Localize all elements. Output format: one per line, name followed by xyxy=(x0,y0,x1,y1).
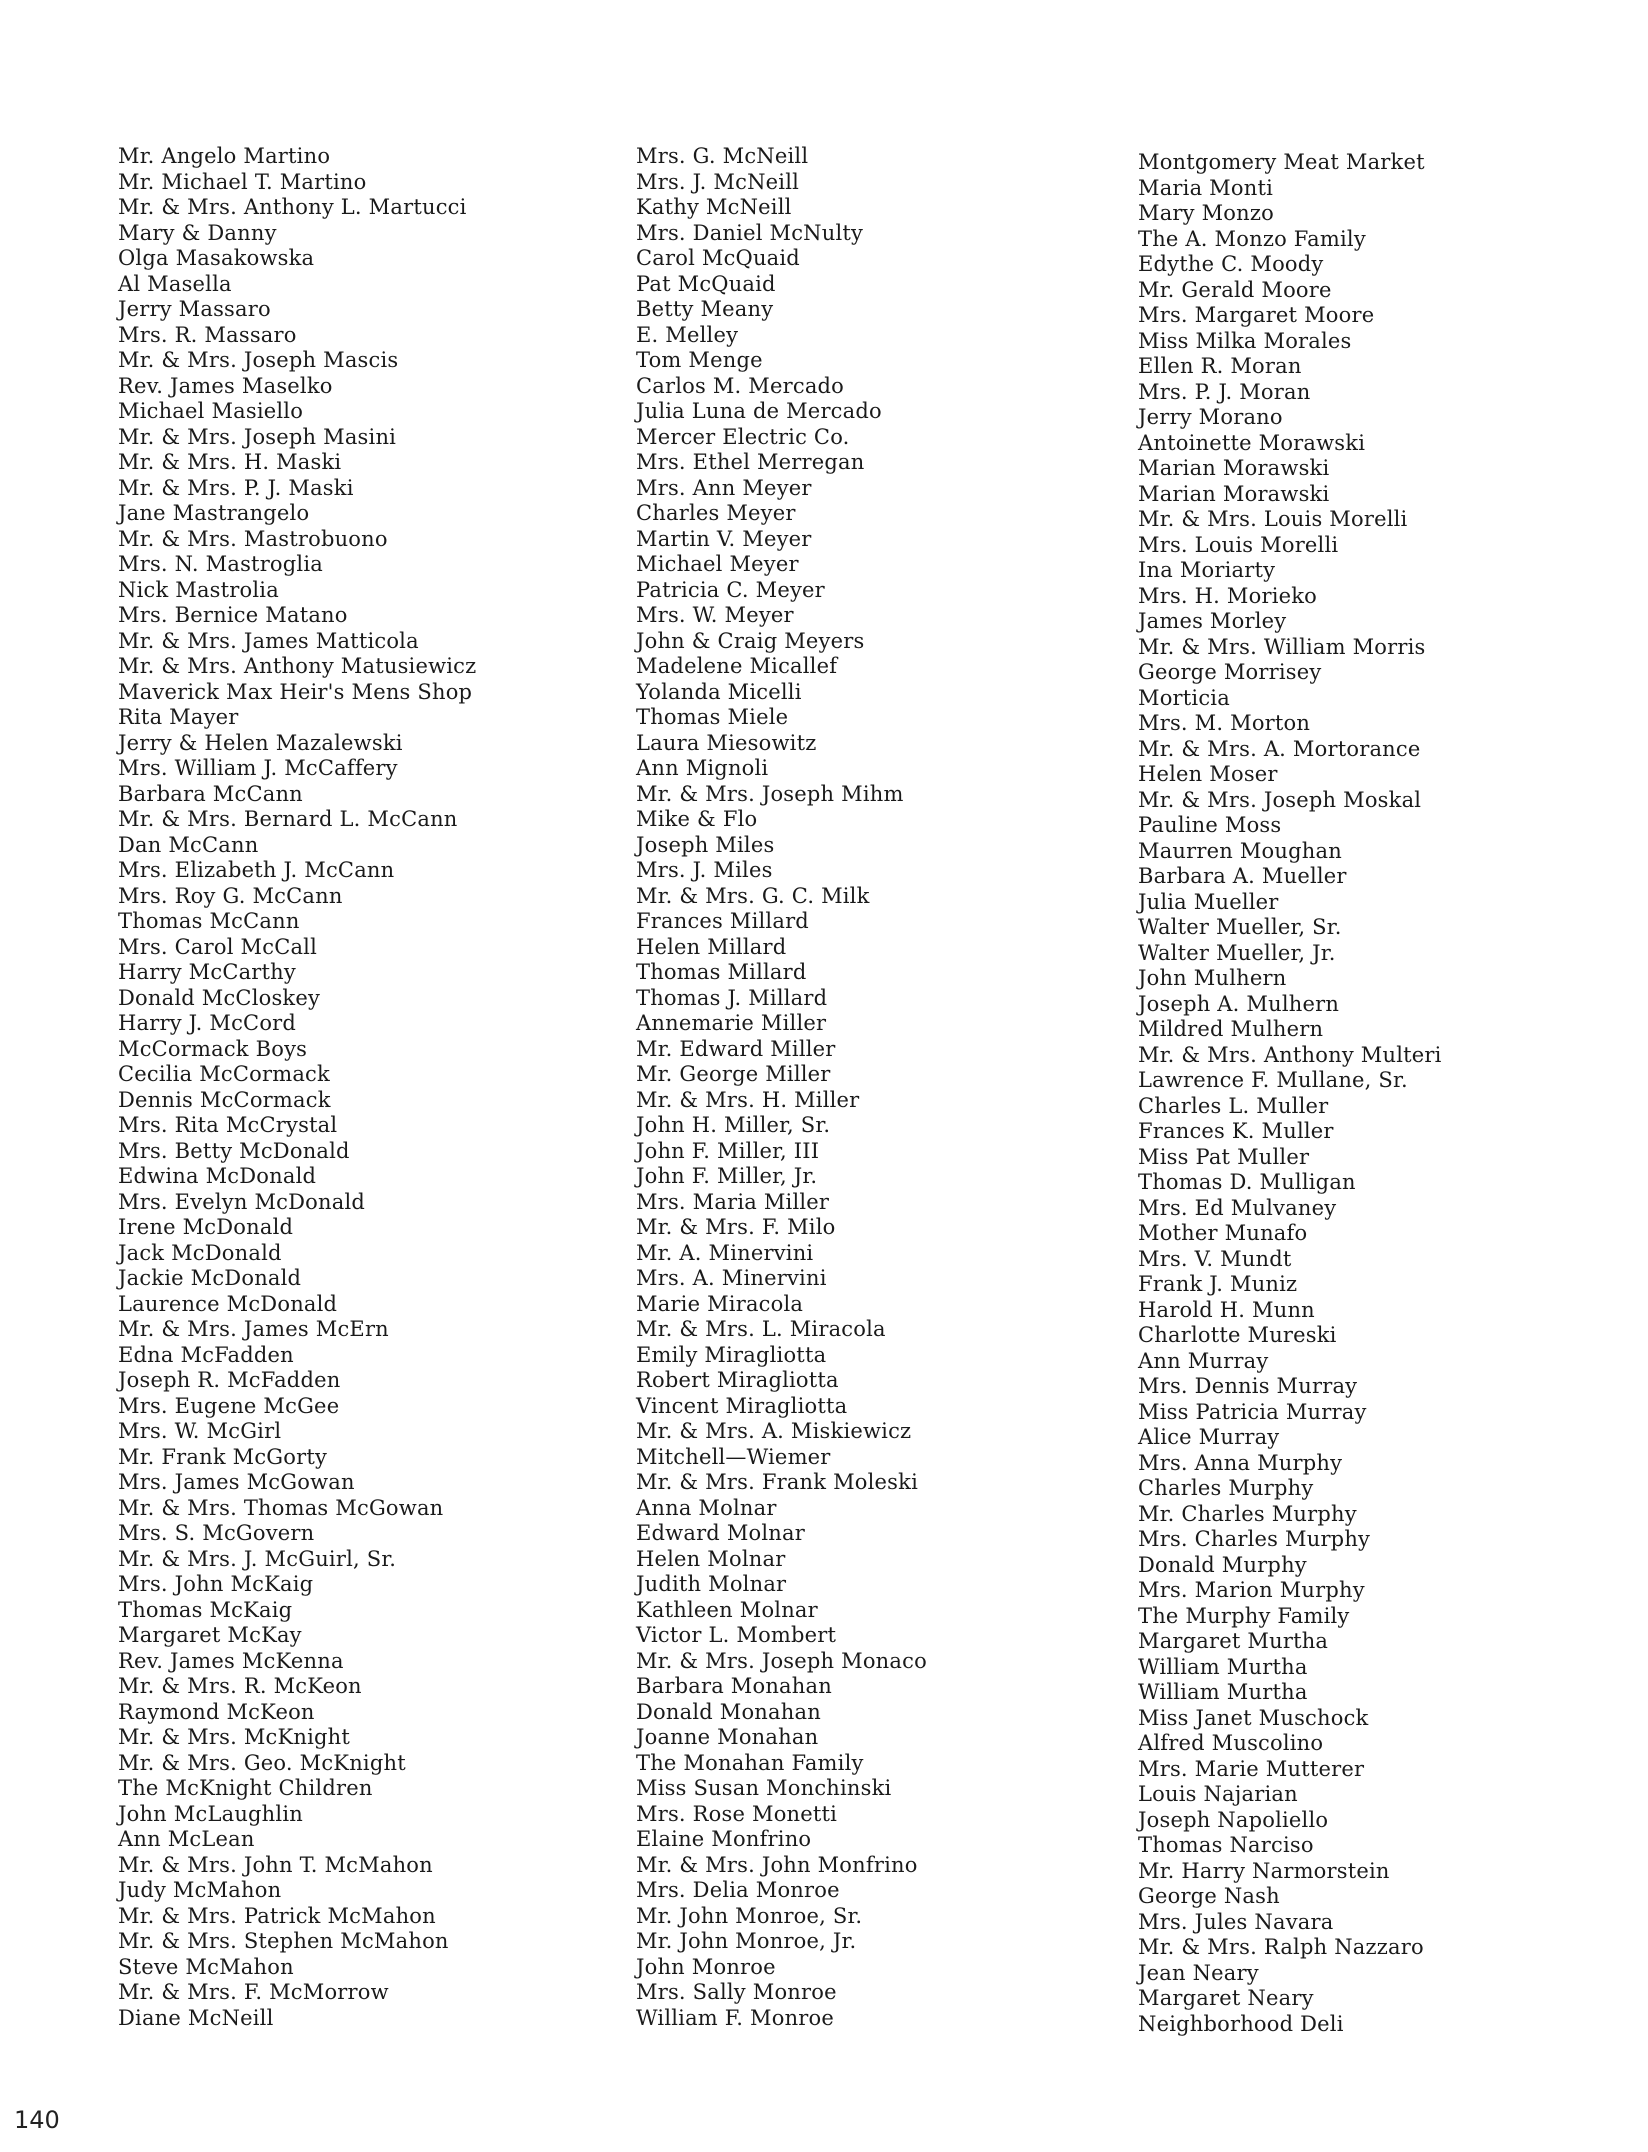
list-item: Laura Miesowitz xyxy=(636,730,817,755)
list-item: Mr. & Mrs. Anthony L. Martucci xyxy=(118,195,467,219)
list-item: Mrs. Ethel Merregan xyxy=(636,450,865,474)
list-item: Jerry Massaro xyxy=(118,297,271,321)
list-item: Mrs. Roy G. McCann xyxy=(118,883,343,908)
list-item: Robert Miragliotta xyxy=(636,1368,839,1392)
list-item: Mrs. G. McNeill xyxy=(636,144,809,168)
list-item: John McLaughlin xyxy=(118,1801,303,1826)
list-item: Charlotte Mureski xyxy=(1138,1323,1337,1347)
list-item: Mr. George Miller xyxy=(636,1062,831,1086)
list-item: James Morley xyxy=(1138,609,1287,633)
list-item: Mercer Electric Co. xyxy=(636,424,850,449)
list-item: Raymond McKeon xyxy=(118,1699,315,1724)
list-item: Rev. James McKenna xyxy=(118,1648,344,1673)
list-item: Martin V. Meyer xyxy=(636,526,812,551)
list-item: Mr. & Mrs. Frank Moleski xyxy=(636,1470,918,1494)
list-item: Mrs. Charles Murphy xyxy=(1138,1527,1371,1551)
list-item: Pauline Moss xyxy=(1138,813,1282,837)
list-item: Thomas J. Millard xyxy=(636,985,828,1010)
list-item: Mr. & Mrs. James McErn xyxy=(118,1317,389,1341)
list-item: Miss Milka Morales xyxy=(1138,328,1352,353)
list-item: Vincent Miragliotta xyxy=(636,1393,848,1418)
list-item: Mr. Edward Miller xyxy=(636,1036,836,1061)
list-item: John Mulhern xyxy=(1138,966,1287,990)
list-item: Alfred Muscolino xyxy=(1138,1731,1324,1755)
list-item: Alice Murray xyxy=(1138,1425,1280,1449)
list-item: Helen Molnar xyxy=(636,1546,786,1571)
list-item: Thomas McCann xyxy=(118,909,300,933)
list-item: George Nash xyxy=(1138,1884,1280,1908)
list-item: George Morrisey xyxy=(1138,660,1322,684)
list-item: Miss Patricia Murray xyxy=(1138,1399,1367,1424)
list-item: Montgomery Meat Market xyxy=(1138,150,1425,174)
list-item: Mr. & Mrs. P. J. Maski xyxy=(118,475,354,500)
list-item: Carol McQuaid xyxy=(636,246,800,270)
list-item: Mrs. Anna Murphy xyxy=(1138,1450,1343,1475)
list-item: E. Melley xyxy=(636,322,739,347)
list-item: Edythe C. Moody xyxy=(1138,252,1324,276)
list-item: Walter Mueller, Jr. xyxy=(1138,940,1336,965)
list-item: John H. Miller, Sr. xyxy=(636,1113,831,1137)
list-item: Maria Monti xyxy=(1138,175,1273,200)
list-item: The McKnight Children xyxy=(118,1776,373,1800)
list-item: Helen Millard xyxy=(636,934,787,959)
list-item: Barbara Monahan xyxy=(636,1674,832,1698)
list-item: Mrs. W. Meyer xyxy=(636,603,794,627)
list-item: Mary & Danny xyxy=(118,220,277,245)
list-item: Jerry & Helen Mazalewski xyxy=(118,730,403,755)
list-item: John F. Miller, Jr. xyxy=(636,1164,818,1188)
list-item: Diane McNeill xyxy=(118,2005,274,2030)
list-item: Dennis McCormack xyxy=(118,1087,331,1112)
list-item: William Murtha xyxy=(1138,1680,1308,1704)
list-item: Mrs. Sally Monroe xyxy=(636,1980,837,2004)
list-item: Jackie McDonald xyxy=(118,1266,302,1290)
list-item: Yolanda Micelli xyxy=(636,679,802,704)
list-item: Maurren Moughan xyxy=(1138,838,1342,863)
list-item: Ann Mignoli xyxy=(636,756,769,780)
list-item: Emily Miragliotta xyxy=(636,1342,827,1367)
list-item: Jane Mastrangelo xyxy=(118,501,310,525)
list-item: The A. Monzo Family xyxy=(1138,226,1366,251)
list-item: Mrs. Dennis Murray xyxy=(1138,1374,1358,1398)
list-item: Dan McCann xyxy=(118,832,259,857)
list-item: Mrs. Margaret Moore xyxy=(1138,303,1375,327)
list-item: Harry J. McCord xyxy=(118,1011,297,1035)
list-item: Kathy McNeill xyxy=(636,195,792,219)
list-item: Charles Murphy xyxy=(1138,1476,1314,1500)
list-item: Mr. A. Minervini xyxy=(636,1240,814,1265)
list-item: The Monahan Family xyxy=(636,1750,864,1775)
list-item: Walter Mueller, Sr. xyxy=(1138,915,1342,939)
list-item: Marian Morawski xyxy=(1138,481,1330,506)
list-item: Lawrence F. Mullane, Sr. xyxy=(1138,1068,1408,1092)
list-item: Ina Moriarty xyxy=(1138,558,1276,582)
list-item: Mr. & Mrs. Louis Morelli xyxy=(1138,507,1408,531)
list-item: Mrs. Ann Meyer xyxy=(636,475,812,500)
list-item: Jean Neary xyxy=(1138,1960,1259,1985)
list-item: Marian Morawski xyxy=(1138,456,1330,480)
list-item: Mr. Angelo Martino xyxy=(118,144,331,168)
list-item: Mrs. Betty McDonald xyxy=(118,1138,350,1163)
list-item: Mr. & Mrs. Bernard L. McCann xyxy=(118,807,458,831)
list-item: William F. Monroe xyxy=(636,2005,835,2030)
list-item: Michael Meyer xyxy=(636,552,799,576)
list-item: Carlos M. Mercado xyxy=(636,373,845,398)
list-item: Cecilia McCormack xyxy=(118,1062,330,1086)
list-item: Donald Murphy xyxy=(1138,1552,1307,1577)
list-item: Thomas Miele xyxy=(636,705,789,729)
list-item: Joseph A. Mulhern xyxy=(1138,991,1340,1016)
list-item: Mrs. Maria Miller xyxy=(636,1189,830,1214)
list-item: Donald Monahan xyxy=(636,1699,821,1724)
list-item: Mr. Frank McGorty xyxy=(118,1444,328,1469)
list-item: Louis Najarian xyxy=(1138,1782,1298,1806)
list-item: William Murtha xyxy=(1138,1654,1308,1679)
list-item: Mr. & Mrs. James Matticola xyxy=(118,628,419,653)
list-item: Kathleen Molnar xyxy=(636,1597,818,1622)
list-item: Mrs. Delia Monroe xyxy=(636,1878,840,1902)
list-item: Frances K. Muller xyxy=(1138,1119,1334,1143)
list-item: Miss Susan Monchinski xyxy=(636,1776,892,1800)
list-item: Mr. & Mrs. Joseph Mihm xyxy=(636,781,904,806)
list-item: Mr. & Mrs. A. Mortorance xyxy=(1138,736,1421,761)
list-item: Mrs. W. McGirl xyxy=(118,1419,282,1443)
list-item: Mrs. Marion Murphy xyxy=(1138,1578,1365,1602)
list-item: Joseph R. McFadden xyxy=(118,1368,341,1392)
list-item: Mrs. James McGowan xyxy=(118,1470,355,1494)
list-item: Julia Luna de Mercado xyxy=(636,399,882,423)
list-item: Mrs. V. Mundt xyxy=(1138,1246,1292,1271)
list-item: Mr. & Mrs. Anthony Multeri xyxy=(1138,1042,1442,1067)
list-item: Morticia xyxy=(1138,685,1230,710)
list-item: Joseph Napoliello xyxy=(1138,1807,1329,1832)
list-item: Maverick Max Heir's Mens Shop xyxy=(118,679,473,704)
list-item: Mrs. Louis Morelli xyxy=(1138,532,1339,557)
list-item: The Murphy Family xyxy=(1138,1603,1350,1628)
list-item: Pat McQuaid xyxy=(636,271,776,296)
list-item: Mr. & Mrs. Joseph Mascis xyxy=(118,348,399,372)
list-item: Ellen R. Moran xyxy=(1138,354,1302,378)
list-item: Mary Monzo xyxy=(1138,201,1274,225)
page-number: 140 xyxy=(14,2106,60,2134)
list-item: Donald McCloskey xyxy=(118,985,321,1010)
list-item: Margaret Murtha xyxy=(1138,1629,1329,1653)
list-item: Mrs. N. Mastroglia xyxy=(118,552,323,576)
list-item: Annemarie Miller xyxy=(636,1011,827,1035)
list-item: Mrs. Marie Mutterer xyxy=(1138,1756,1365,1781)
list-item: Thomas McKaig xyxy=(118,1597,293,1622)
list-item: Frank J. Muniz xyxy=(1138,1272,1298,1296)
list-item: Barbara A. Mueller xyxy=(1138,864,1347,888)
list-item: Mr. & Mrs. Joseph Masini xyxy=(118,424,397,449)
list-item: Elaine Monfrino xyxy=(636,1827,812,1851)
list-item: Julia Mueller xyxy=(1138,889,1279,914)
name-column-2 xyxy=(636,144,927,2031)
list-item: Mr. & Mrs. John Monfrino xyxy=(636,1852,918,1877)
list-item: Anna Molnar xyxy=(636,1495,777,1520)
list-item: Mr. & Mrs. Anthony Matusiewicz xyxy=(118,654,477,678)
list-item: Mr. & Mrs. H. Maski xyxy=(118,450,342,474)
list-item: Mike & Flo xyxy=(636,807,758,831)
list-item: Ann Murray xyxy=(1138,1348,1269,1373)
list-item: Edna McFadden xyxy=(118,1342,294,1367)
list-item: Barbara McCann xyxy=(118,781,303,806)
list-item: Edward Molnar xyxy=(636,1521,805,1545)
list-item: Mr. & Mrs. F. McMorrow xyxy=(118,1980,389,2004)
list-item: Antoinette Morawski xyxy=(1138,430,1366,455)
list-item: Mrs. Ed Mulvaney xyxy=(1138,1195,1337,1220)
list-item: Harry McCarthy xyxy=(118,960,296,984)
list-item: Mrs. S. McGovern xyxy=(118,1521,315,1545)
list-item: Nick Mastrolia xyxy=(118,577,279,602)
list-item: Mr. & Mrs. H. Miller xyxy=(636,1087,860,1112)
list-item: Mrs. M. Morton xyxy=(1138,711,1311,735)
list-item: Jack McDonald xyxy=(118,1240,282,1265)
list-item: Mrs. William J. McCaffery xyxy=(118,756,398,780)
list-item: Margaret McKay xyxy=(118,1623,302,1647)
list-item: Mr. & Mrs. Stephen McMahon xyxy=(118,1929,449,1953)
list-item: Mr. Gerald Moore xyxy=(1138,277,1332,302)
list-item: John Monroe xyxy=(636,1954,776,1979)
list-item: Mr. & Mrs. Joseph Moskal xyxy=(1138,787,1422,812)
list-item: Michael Masiello xyxy=(118,399,304,423)
list-item: Mr. & Mrs. J. McGuirl, Sr. xyxy=(118,1546,397,1571)
list-item: Mr. & Mrs. Joseph Monaco xyxy=(636,1648,927,1673)
list-item: Mrs. A. Minervini xyxy=(636,1266,827,1290)
list-item: Betty Meany xyxy=(636,297,774,321)
list-item: Mrs. John McKaig xyxy=(118,1572,314,1596)
list-item: Mr. & Mrs. McKnight xyxy=(118,1725,351,1749)
list-item: Mrs. P. J. Moran xyxy=(1138,379,1311,404)
list-item: John F. Miller, III xyxy=(636,1138,820,1163)
list-item: Rita Mayer xyxy=(118,705,239,729)
list-item: Mr. Michael T. Martino xyxy=(118,169,367,194)
name-column-1 xyxy=(118,144,476,2031)
list-item: Laurence McDonald xyxy=(118,1291,338,1316)
list-item: Mrs. Eugene McGee xyxy=(118,1393,340,1418)
list-item: Mrs. R. Massaro xyxy=(118,322,297,347)
list-item: Mrs. Bernice Matano xyxy=(118,603,348,627)
list-item: Victor L. Mombert xyxy=(636,1623,837,1647)
list-item: Miss Pat Muller xyxy=(1138,1144,1310,1169)
list-item: Rev. James Maselko xyxy=(118,373,333,398)
list-item: Marie Miracola xyxy=(636,1291,804,1316)
list-item: McCormack Boys xyxy=(118,1036,308,1061)
list-item: Thomas Narciso xyxy=(1138,1833,1314,1857)
list-item: Mr. & Mrs. L. Miracola xyxy=(636,1317,886,1341)
list-item: Margaret Neary xyxy=(1138,1986,1314,2010)
list-item: Mitchell—Wiemer xyxy=(636,1444,831,1469)
list-item: Mildred Mulhern xyxy=(1138,1017,1324,1041)
list-item: Joanne Monahan xyxy=(636,1725,819,1749)
list-item: Mrs. Elizabeth J. McCann xyxy=(118,858,395,882)
list-item: Helen Moser xyxy=(1138,762,1278,786)
list-item: Mrs. Daniel McNulty xyxy=(636,220,864,245)
list-item: Mr. & Mrs. Mastrobuono xyxy=(118,526,388,551)
list-item: Mrs. Rose Monetti xyxy=(636,1801,838,1826)
list-item: Mr. & Mrs. Ralph Nazzaro xyxy=(1138,1935,1424,1959)
list-item: Mrs. H. Morieko xyxy=(1138,583,1318,608)
list-item: Judy McMahon xyxy=(118,1878,282,1902)
list-item: Edwina McDonald xyxy=(118,1164,317,1188)
list-item: John & Craig Meyers xyxy=(636,628,865,653)
list-item: Tom Menge xyxy=(636,348,763,372)
list-item: Charles L. Muller xyxy=(1138,1093,1329,1118)
list-item: Mrs. Jules Navara xyxy=(1138,1909,1334,1934)
list-item: Mr. & Mrs. John T. McMahon xyxy=(118,1852,433,1877)
list-item: Mr. & Mrs. A. Miskiewicz xyxy=(636,1419,912,1443)
list-item: Mrs. J. Miles xyxy=(636,858,773,882)
list-item: Neighborhood Deli xyxy=(1138,2011,1344,2036)
list-item: Steve McMahon xyxy=(118,1954,294,1979)
list-item: Mr. & Mrs. R. McKeon xyxy=(118,1674,362,1698)
list-item: Madelene Micallef xyxy=(636,654,838,678)
list-item: Mr. John Monroe, Sr. xyxy=(636,1903,863,1928)
list-item: Mrs. Carol McCall xyxy=(118,934,318,959)
list-item: Mr. John Monroe, Jr. xyxy=(636,1929,857,1953)
list-item: Mr. & Mrs. William Morris xyxy=(1138,634,1426,659)
list-item: Ann McLean xyxy=(118,1827,255,1851)
list-item: Harold H. Munn xyxy=(1138,1297,1315,1322)
list-item: Mrs. J. McNeill xyxy=(636,169,800,194)
list-item: Jerry Morano xyxy=(1138,405,1283,429)
list-item: Mrs. Rita McCrystal xyxy=(118,1113,338,1137)
list-item: Mr. Charles Murphy xyxy=(1138,1501,1357,1526)
list-item: Mr. & Mrs. Thomas McGowan xyxy=(118,1495,444,1520)
list-item: Joseph Miles xyxy=(636,832,775,857)
list-item: Mr. & Mrs. Patrick McMahon xyxy=(118,1903,436,1928)
list-item: Mr. & Mrs. G. C. Milk xyxy=(636,883,870,908)
list-item: Mr. & Mrs. F. Milo xyxy=(636,1215,836,1239)
list-item: Al Masella xyxy=(118,271,232,296)
list-item: Patricia C. Meyer xyxy=(636,577,825,602)
list-item: Mother Munafo xyxy=(1138,1221,1308,1245)
list-item: Irene McDonald xyxy=(118,1215,294,1239)
list-item: Judith Molnar xyxy=(636,1572,787,1596)
list-item: Mr. Harry Narmorstein xyxy=(1138,1858,1390,1883)
list-item: Thomas Millard xyxy=(636,960,807,984)
list-item: Charles Meyer xyxy=(636,501,796,525)
list-item: Frances Millard xyxy=(636,909,809,933)
list-item: Mr. & Mrs. Geo. McKnight xyxy=(118,1750,406,1775)
list-item: Olga Masakowska xyxy=(118,246,315,270)
list-item: Mrs. Evelyn McDonald xyxy=(118,1189,366,1214)
list-item: Miss Janet Muschock xyxy=(1138,1705,1369,1730)
name-column-3 xyxy=(1138,150,1442,2037)
list-item: Thomas D. Mulligan xyxy=(1138,1170,1356,1194)
